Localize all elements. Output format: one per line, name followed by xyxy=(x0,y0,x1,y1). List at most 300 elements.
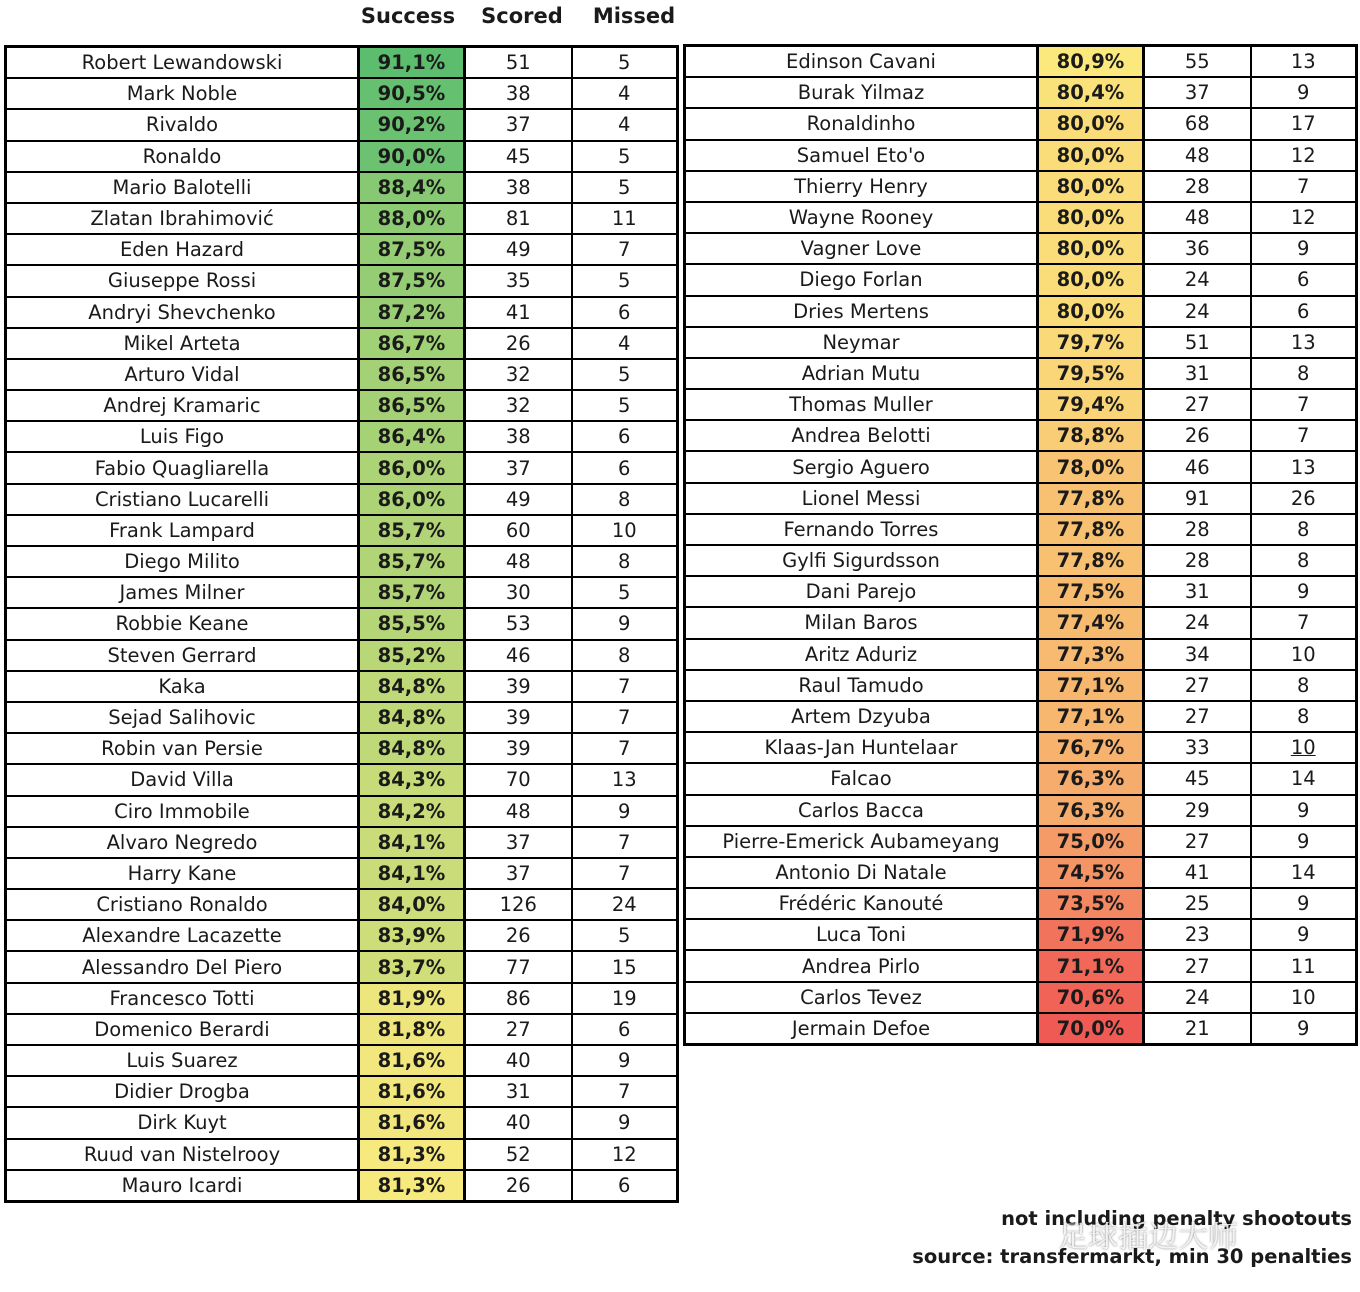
player-name: Falcao xyxy=(685,763,1038,794)
table-row xyxy=(6,359,678,390)
scored-count: 23 xyxy=(1144,919,1251,950)
player-name: Steven Gerrard xyxy=(6,640,359,671)
table-row xyxy=(6,1139,678,1170)
success-rate: 85,5% xyxy=(359,608,465,639)
scored-count: 24 xyxy=(1144,607,1251,638)
success-rate: 86,0% xyxy=(359,484,465,515)
player-name: Ruud van Nistelrooy xyxy=(6,1139,359,1170)
table-row xyxy=(685,233,1357,264)
scored-count: 27 xyxy=(1144,389,1251,420)
success-rate: 84,0% xyxy=(359,889,465,920)
table-row xyxy=(6,515,678,546)
scored-count: 31 xyxy=(1144,358,1251,389)
player-name: Dries Mertens xyxy=(685,296,1038,327)
missed-count: 12 xyxy=(1251,140,1357,171)
missed-count: 7 xyxy=(572,858,678,889)
player-name: Sejad Salihovic xyxy=(6,702,359,733)
scored-count: 37 xyxy=(465,452,572,483)
player-name: Pierre-Emerick Aubameyang xyxy=(685,826,1038,857)
scored-count: 53 xyxy=(465,608,572,639)
table-row xyxy=(685,763,1357,794)
watermark-logo: 足球插边大师 xyxy=(1058,1220,1238,1255)
success-rate: 77,3% xyxy=(1038,639,1144,670)
missed-count: 5 xyxy=(572,359,678,390)
scored-count: 37 xyxy=(1144,77,1251,108)
table-row xyxy=(685,327,1357,358)
missed-count: 6 xyxy=(572,297,678,328)
success-rate: 80,0% xyxy=(1038,171,1144,202)
scored-count: 24 xyxy=(1144,264,1251,295)
missed-count: 9 xyxy=(1251,826,1357,857)
missed-count: 7 xyxy=(572,671,678,702)
table-row xyxy=(685,202,1357,233)
missed-count: 9 xyxy=(572,796,678,827)
success-rate: 81,6% xyxy=(359,1107,465,1138)
table-row xyxy=(685,358,1357,389)
success-rate: 81,9% xyxy=(359,983,465,1014)
missed-count: 7 xyxy=(1251,607,1357,638)
success-rate: 84,8% xyxy=(359,733,465,764)
missed-count: 5 xyxy=(572,141,678,172)
missed-count: 5 xyxy=(572,265,678,296)
success-rate: 80,0% xyxy=(1038,264,1144,295)
scored-count: 26 xyxy=(465,920,572,951)
missed-count: 11 xyxy=(1251,950,1357,981)
player-name: Diego Milito xyxy=(6,546,359,577)
player-name: Robin van Persie xyxy=(6,733,359,764)
table-row xyxy=(6,920,678,951)
success-rate: 80,9% xyxy=(1038,46,1144,78)
player-name: Francesco Totti xyxy=(6,983,359,1014)
table-row xyxy=(6,328,678,359)
success-rate: 84,8% xyxy=(359,671,465,702)
scored-count: 21 xyxy=(1144,1013,1251,1045)
player-name: Dirk Kuyt xyxy=(6,1107,359,1138)
missed-count: 13 xyxy=(572,764,678,795)
missed-count: 5 xyxy=(572,577,678,608)
scored-count: 28 xyxy=(1144,514,1251,545)
success-rate: 81,3% xyxy=(359,1139,465,1170)
missed-count: 19 xyxy=(572,983,678,1014)
player-name: James Milner xyxy=(6,577,359,608)
scored-count: 41 xyxy=(1144,857,1251,888)
note-shootouts: not including penalty shootouts xyxy=(1001,1207,1352,1230)
player-name: Vagner Love xyxy=(685,233,1038,264)
player-name: Alexandre Lacazette xyxy=(6,920,359,951)
player-name: Ciro Immobile xyxy=(6,796,359,827)
success-rate: 85,7% xyxy=(359,546,465,577)
success-rate: 80,0% xyxy=(1038,140,1144,171)
table-row xyxy=(685,296,1357,327)
scored-count: 48 xyxy=(1144,202,1251,233)
success-rate: 79,5% xyxy=(1038,358,1144,389)
success-rate: 76,3% xyxy=(1038,795,1144,826)
missed-count: 10 xyxy=(572,515,678,546)
player-name: Cristiano Lucarelli xyxy=(6,484,359,515)
table-row xyxy=(6,265,678,296)
player-name: Rivaldo xyxy=(6,109,359,140)
scored-count: 35 xyxy=(465,265,572,296)
penalty-table-right xyxy=(683,44,1358,1046)
missed-count: 9 xyxy=(1251,77,1357,108)
player-name: Diego Forlan xyxy=(685,264,1038,295)
success-rate: 86,7% xyxy=(359,328,465,359)
player-name: Gylfi Sigurdsson xyxy=(685,545,1038,576)
success-rate: 76,3% xyxy=(1038,763,1144,794)
success-rate: 90,2% xyxy=(359,109,465,140)
missed-count: 5 xyxy=(572,47,678,79)
missed-count: 6 xyxy=(572,421,678,452)
scored-count: 70 xyxy=(465,764,572,795)
player-name: Fernando Torres xyxy=(685,514,1038,545)
missed-count: 8 xyxy=(1251,514,1357,545)
table-row xyxy=(685,420,1357,451)
success-rate: 73,5% xyxy=(1038,888,1144,919)
scored-count: 36 xyxy=(1144,233,1251,264)
table-row xyxy=(685,826,1357,857)
player-name: Kaka xyxy=(6,671,359,702)
player-name: Luis Figo xyxy=(6,421,359,452)
success-rate: 85,2% xyxy=(359,640,465,671)
success-rate: 85,7% xyxy=(359,577,465,608)
player-name: Zlatan Ibrahimović xyxy=(6,203,359,234)
table-row xyxy=(685,46,1357,78)
missed-count: 15 xyxy=(572,951,678,982)
missed-count: 9 xyxy=(1251,795,1357,826)
missed-count: 26 xyxy=(1251,483,1357,514)
scored-count: 37 xyxy=(465,858,572,889)
success-rate: 71,9% xyxy=(1038,919,1144,950)
player-name: Mikel Arteta xyxy=(6,328,359,359)
player-name: Andrea Belotti xyxy=(685,420,1038,451)
scored-count: 27 xyxy=(1144,950,1251,981)
success-rate: 81,3% xyxy=(359,1170,465,1202)
scored-count: 45 xyxy=(1144,763,1251,794)
success-rate: 77,4% xyxy=(1038,607,1144,638)
table-row xyxy=(685,732,1357,763)
success-rate: 85,7% xyxy=(359,515,465,546)
missed-count: 7 xyxy=(572,733,678,764)
player-name: Mauro Icardi xyxy=(6,1170,359,1202)
missed-count: 7 xyxy=(572,827,678,858)
table-row xyxy=(685,982,1357,1013)
scored-count: 38 xyxy=(465,172,572,203)
scored-count: 46 xyxy=(1144,451,1251,482)
success-rate: 84,8% xyxy=(359,702,465,733)
success-rate: 77,1% xyxy=(1038,701,1144,732)
success-rate: 86,5% xyxy=(359,390,465,421)
success-rate: 83,7% xyxy=(359,951,465,982)
scored-count: 48 xyxy=(465,796,572,827)
penalty-table-left xyxy=(4,45,679,1203)
scored-count: 24 xyxy=(1144,296,1251,327)
scored-count: 26 xyxy=(1144,420,1251,451)
scored-count: 34 xyxy=(1144,639,1251,670)
missed-count: 13 xyxy=(1251,46,1357,78)
table-row xyxy=(685,670,1357,701)
success-rate: 77,8% xyxy=(1038,545,1144,576)
table-row xyxy=(685,108,1357,139)
missed-count: 9 xyxy=(572,608,678,639)
table-row xyxy=(6,203,678,234)
success-rate: 80,0% xyxy=(1038,108,1144,139)
missed-count: 8 xyxy=(572,546,678,577)
table-row xyxy=(6,1076,678,1107)
player-name: Arturo Vidal xyxy=(6,359,359,390)
missed-count: 7 xyxy=(572,234,678,265)
missed-count: 6 xyxy=(1251,296,1357,327)
missed-count: 7 xyxy=(1251,420,1357,451)
scored-count: 39 xyxy=(465,733,572,764)
missed-count: 17 xyxy=(1251,108,1357,139)
table-row xyxy=(6,234,678,265)
table-row xyxy=(685,576,1357,607)
player-name: Frank Lampard xyxy=(6,515,359,546)
scored-count: 55 xyxy=(1144,46,1251,78)
missed-count: 10 xyxy=(1251,639,1357,670)
missed-count: 9 xyxy=(1251,919,1357,950)
success-rate: 70,6% xyxy=(1038,982,1144,1013)
note-source: source: transfermarkt, min 30 penalties xyxy=(912,1245,1352,1268)
success-rate: 77,8% xyxy=(1038,514,1144,545)
player-name: Eden Hazard xyxy=(6,234,359,265)
success-rate: 78,0% xyxy=(1038,451,1144,482)
success-rate: 84,3% xyxy=(359,764,465,795)
table-row xyxy=(685,451,1357,482)
scored-count: 40 xyxy=(465,1045,572,1076)
scored-count: 27 xyxy=(1144,826,1251,857)
missed-count: 5 xyxy=(572,390,678,421)
player-name: Adrian Mutu xyxy=(685,358,1038,389)
player-name: Wayne Rooney xyxy=(685,202,1038,233)
player-name: Andrej Kramaric xyxy=(6,390,359,421)
player-name: Milan Baros xyxy=(685,607,1038,638)
scored-count: 31 xyxy=(1144,576,1251,607)
scored-count: 37 xyxy=(465,827,572,858)
scored-count: 86 xyxy=(465,983,572,1014)
scored-count: 41 xyxy=(465,297,572,328)
scored-count: 39 xyxy=(465,671,572,702)
success-rate: 87,2% xyxy=(359,297,465,328)
scored-count: 30 xyxy=(465,577,572,608)
success-rate: 86,4% xyxy=(359,421,465,452)
player-name: Lionel Messi xyxy=(685,483,1038,514)
success-rate: 80,4% xyxy=(1038,77,1144,108)
scored-count: 68 xyxy=(1144,108,1251,139)
table-row xyxy=(6,983,678,1014)
scored-count: 27 xyxy=(465,1014,572,1045)
scored-count: 37 xyxy=(465,109,572,140)
player-name: Robert Lewandowski xyxy=(6,47,359,79)
scored-count: 51 xyxy=(1144,327,1251,358)
scored-count: 48 xyxy=(465,546,572,577)
success-rate: 90,5% xyxy=(359,78,465,109)
scored-count: 51 xyxy=(465,47,572,79)
player-name: Mark Noble xyxy=(6,78,359,109)
table-row xyxy=(6,827,678,858)
scored-count: 46 xyxy=(465,640,572,671)
table-row xyxy=(685,857,1357,888)
player-name: Frédéric Kanouté xyxy=(685,888,1038,919)
missed-count: 9 xyxy=(1251,233,1357,264)
success-rate: 78,8% xyxy=(1038,420,1144,451)
player-name: Luca Toni xyxy=(685,919,1038,950)
table-row xyxy=(6,452,678,483)
player-name: Thomas Muller xyxy=(685,389,1038,420)
scored-count: 38 xyxy=(465,78,572,109)
table-row xyxy=(685,514,1357,545)
table-row xyxy=(685,795,1357,826)
success-rate: 75,0% xyxy=(1038,826,1144,857)
table-row xyxy=(685,1013,1357,1045)
player-name: Cristiano Ronaldo xyxy=(6,889,359,920)
table-row xyxy=(6,421,678,452)
success-rate: 86,5% xyxy=(359,359,465,390)
table-row xyxy=(6,796,678,827)
missed-count: 10 xyxy=(1251,982,1357,1013)
success-rate: 71,1% xyxy=(1038,950,1144,981)
missed-count: 14 xyxy=(1251,857,1357,888)
table-row xyxy=(6,390,678,421)
header-missed: Missed xyxy=(592,4,676,28)
scored-count: 26 xyxy=(465,1170,572,1202)
table-row xyxy=(6,109,678,140)
missed-count: 14 xyxy=(1251,763,1357,794)
missed-count: 13 xyxy=(1251,451,1357,482)
table-row xyxy=(6,577,678,608)
table-row xyxy=(685,77,1357,108)
success-rate: 88,4% xyxy=(359,172,465,203)
missed-count: 8 xyxy=(1251,670,1357,701)
scored-count: 91 xyxy=(1144,483,1251,514)
player-name: Andrea Pirlo xyxy=(685,950,1038,981)
table-row xyxy=(6,141,678,172)
missed-count: 6 xyxy=(572,1014,678,1045)
player-name: Robbie Keane xyxy=(6,608,359,639)
table-row xyxy=(685,264,1357,295)
player-name: Neymar xyxy=(685,327,1038,358)
header-success: Success xyxy=(360,4,456,28)
player-name: Aritz Aduriz xyxy=(685,639,1038,670)
missed-count: 8 xyxy=(1251,545,1357,576)
table-row xyxy=(685,888,1357,919)
player-name: Dani Parejo xyxy=(685,576,1038,607)
missed-count: 7 xyxy=(572,702,678,733)
scored-count: 39 xyxy=(465,702,572,733)
player-name: Carlos Bacca xyxy=(685,795,1038,826)
missed-count: 24 xyxy=(572,889,678,920)
table-row xyxy=(685,701,1357,732)
table-row xyxy=(6,733,678,764)
scored-count: 40 xyxy=(465,1107,572,1138)
player-name: Ronaldo xyxy=(6,141,359,172)
player-name: Didier Drogba xyxy=(6,1076,359,1107)
missed-count: 4 xyxy=(572,109,678,140)
table-row xyxy=(6,484,678,515)
player-name: Carlos Tevez xyxy=(685,982,1038,1013)
missed-count: 11 xyxy=(572,203,678,234)
scored-count: 33 xyxy=(1144,732,1251,763)
table-row xyxy=(6,47,678,79)
success-rate: 84,1% xyxy=(359,827,465,858)
table-row xyxy=(685,483,1357,514)
table-row xyxy=(6,764,678,795)
missed-count: 10 xyxy=(1251,732,1357,763)
scored-count: 32 xyxy=(465,359,572,390)
missed-count: 9 xyxy=(572,1107,678,1138)
table-row xyxy=(685,639,1357,670)
player-name: Andryi Shevchenko xyxy=(6,297,359,328)
table-row xyxy=(6,640,678,671)
missed-count: 9 xyxy=(1251,576,1357,607)
missed-count: 5 xyxy=(572,172,678,203)
success-rate: 84,1% xyxy=(359,858,465,889)
scored-count: 27 xyxy=(1144,701,1251,732)
missed-count: 7 xyxy=(1251,389,1357,420)
table-row xyxy=(6,951,678,982)
missed-count: 9 xyxy=(1251,1013,1357,1045)
player-name: Harry Kane xyxy=(6,858,359,889)
missed-count: 4 xyxy=(572,78,678,109)
success-rate: 74,5% xyxy=(1038,857,1144,888)
missed-count: 4 xyxy=(572,328,678,359)
scored-count: 77 xyxy=(465,951,572,982)
table-row xyxy=(6,858,678,889)
success-rate: 70,0% xyxy=(1038,1013,1144,1045)
scored-count: 28 xyxy=(1144,545,1251,576)
missed-count: 9 xyxy=(1251,888,1357,919)
player-name: Klaas-Jan Huntelaar xyxy=(685,732,1038,763)
scored-count: 45 xyxy=(465,141,572,172)
success-rate: 87,5% xyxy=(359,234,465,265)
player-name: David Villa xyxy=(6,764,359,795)
missed-count: 5 xyxy=(572,920,678,951)
success-rate: 90,0% xyxy=(359,141,465,172)
table-row xyxy=(6,702,678,733)
success-rate: 81,6% xyxy=(359,1045,465,1076)
success-rate: 87,5% xyxy=(359,265,465,296)
player-name: Domenico Berardi xyxy=(6,1014,359,1045)
success-rate: 83,9% xyxy=(359,920,465,951)
table-row xyxy=(6,1107,678,1138)
missed-count: 7 xyxy=(572,1076,678,1107)
success-rate: 79,4% xyxy=(1038,389,1144,420)
table-row xyxy=(6,671,678,702)
table-row xyxy=(6,297,678,328)
player-name: Samuel Eto'o xyxy=(685,140,1038,171)
scored-count: 126 xyxy=(465,889,572,920)
success-rate: 76,7% xyxy=(1038,732,1144,763)
missed-count: 8 xyxy=(1251,358,1357,389)
missed-count: 9 xyxy=(572,1045,678,1076)
table-row xyxy=(6,78,678,109)
table-row xyxy=(6,172,678,203)
table-row xyxy=(6,1170,678,1202)
missed-count: 8 xyxy=(1251,701,1357,732)
table-row xyxy=(685,389,1357,420)
player-name: Antonio Di Natale xyxy=(685,857,1038,888)
missed-count: 7 xyxy=(1251,171,1357,202)
player-name: Edinson Cavani xyxy=(685,46,1038,78)
table-row xyxy=(685,171,1357,202)
player-name: Burak Yilmaz xyxy=(685,77,1038,108)
scored-count: 32 xyxy=(465,390,572,421)
player-name: Thierry Henry xyxy=(685,171,1038,202)
table-row xyxy=(685,919,1357,950)
missed-count: 6 xyxy=(572,1170,678,1202)
success-rate: 86,0% xyxy=(359,452,465,483)
player-name: Sergio Aguero xyxy=(685,451,1038,482)
